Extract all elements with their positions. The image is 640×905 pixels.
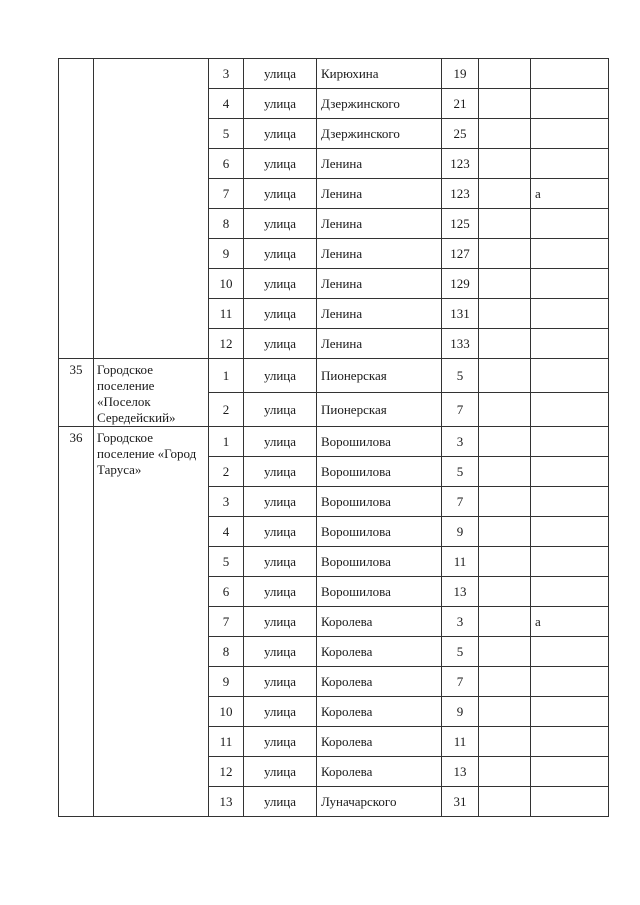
- street-type: улица: [244, 697, 317, 727]
- house-letter: [531, 457, 609, 487]
- house-number: 7: [442, 487, 479, 517]
- house-letter: [531, 119, 609, 149]
- blank-cell: [479, 393, 531, 427]
- street-name: Дзержинского: [317, 89, 442, 119]
- blank-cell: [479, 239, 531, 269]
- street-name: Дзержинского: [317, 119, 442, 149]
- house-letter: [531, 637, 609, 667]
- street-type: улица: [244, 239, 317, 269]
- house-letter: [531, 329, 609, 359]
- house-number: 7: [442, 393, 479, 427]
- address-table-body: [59, 59, 609, 817]
- street-name: Королева: [317, 727, 442, 757]
- house-letter: [531, 487, 609, 517]
- house-number: 3: [442, 427, 479, 457]
- street-name: Ворошилова: [317, 487, 442, 517]
- street-name: Луначарского: [317, 787, 442, 817]
- house-letter: а: [531, 607, 609, 637]
- street-type: улица: [244, 667, 317, 697]
- blank-cell: [479, 667, 531, 697]
- house-letter: [531, 427, 609, 457]
- street-type: улица: [244, 547, 317, 577]
- street-name: Ленина: [317, 179, 442, 209]
- blank-cell: [479, 359, 531, 393]
- street-type: улица: [244, 149, 317, 179]
- street-name: Королева: [317, 637, 442, 667]
- street-type: улица: [244, 209, 317, 239]
- row-number: 11: [209, 299, 244, 329]
- blank-cell: [479, 577, 531, 607]
- house-number: 127: [442, 239, 479, 269]
- house-letter: [531, 239, 609, 269]
- row-number: 7: [209, 607, 244, 637]
- settlement-name: Городское поселение «Город Таруса»: [94, 427, 209, 817]
- street-name: Ворошилова: [317, 577, 442, 607]
- blank-cell: [479, 149, 531, 179]
- street-name: Королева: [317, 607, 442, 637]
- street-type: улица: [244, 757, 317, 787]
- house-number: 5: [442, 637, 479, 667]
- house-number: 5: [442, 359, 479, 393]
- house-number: 5: [442, 457, 479, 487]
- blank-cell: [479, 757, 531, 787]
- house-letter: [531, 269, 609, 299]
- row-number: 2: [209, 457, 244, 487]
- house-letter: [531, 89, 609, 119]
- street-name: Пионерская: [317, 359, 442, 393]
- row-number: 10: [209, 697, 244, 727]
- row-number: 1: [209, 427, 244, 457]
- street-name: Ленина: [317, 209, 442, 239]
- blank-cell: [479, 299, 531, 329]
- house-letter: [531, 517, 609, 547]
- street-type: улица: [244, 119, 317, 149]
- blank-cell: [479, 179, 531, 209]
- row-number: 9: [209, 239, 244, 269]
- row-number: 4: [209, 89, 244, 119]
- row-number: 12: [209, 757, 244, 787]
- street-type: улица: [244, 487, 317, 517]
- house-number: 9: [442, 517, 479, 547]
- house-number: 25: [442, 119, 479, 149]
- table-row: [59, 59, 609, 89]
- street-type: улица: [244, 427, 317, 457]
- street-type: улица: [244, 517, 317, 547]
- street-type: улица: [244, 359, 317, 393]
- section-number: 36: [59, 427, 94, 817]
- blank-cell: [479, 119, 531, 149]
- house-letter: [531, 59, 609, 89]
- blank-cell: [479, 269, 531, 299]
- row-number: 2: [209, 393, 244, 427]
- table-row: [59, 359, 609, 393]
- house-number: 125: [442, 209, 479, 239]
- street-name: Ворошилова: [317, 427, 442, 457]
- house-letter: [531, 667, 609, 697]
- house-number: 11: [442, 547, 479, 577]
- street-name: Ворошилова: [317, 457, 442, 487]
- house-number: 21: [442, 89, 479, 119]
- settlement-name: Городское поселение «Поселок Середейский»: [94, 359, 209, 427]
- house-letter: [531, 577, 609, 607]
- house-letter: [531, 757, 609, 787]
- blank-cell: [479, 607, 531, 637]
- street-name: Ленина: [317, 329, 442, 359]
- house-letter: [531, 299, 609, 329]
- house-number: 131: [442, 299, 479, 329]
- street-type: улица: [244, 179, 317, 209]
- street-type: улица: [244, 299, 317, 329]
- house-number: 9: [442, 697, 479, 727]
- street-name: Ворошилова: [317, 517, 442, 547]
- house-letter: [531, 209, 609, 239]
- street-type: улица: [244, 59, 317, 89]
- street-type: улица: [244, 787, 317, 817]
- row-number: 5: [209, 547, 244, 577]
- street-name: Королева: [317, 667, 442, 697]
- house-letter: [531, 547, 609, 577]
- house-letter: [531, 727, 609, 757]
- blank-cell: [479, 727, 531, 757]
- house-number: 13: [442, 577, 479, 607]
- blank-cell: [479, 787, 531, 817]
- house-number: 123: [442, 149, 479, 179]
- row-number: 10: [209, 269, 244, 299]
- row-number: 6: [209, 577, 244, 607]
- house-number: 123: [442, 179, 479, 209]
- street-name: Пионерская: [317, 393, 442, 427]
- section-number: [59, 59, 94, 359]
- blank-cell: [479, 89, 531, 119]
- blank-cell: [479, 457, 531, 487]
- row-number: 7: [209, 179, 244, 209]
- house-letter: [531, 149, 609, 179]
- street-type: улица: [244, 329, 317, 359]
- street-type: улица: [244, 393, 317, 427]
- row-number: 8: [209, 209, 244, 239]
- street-type: улица: [244, 637, 317, 667]
- street-type: улица: [244, 269, 317, 299]
- house-letter: [531, 697, 609, 727]
- blank-cell: [479, 59, 531, 89]
- settlement-name: [94, 59, 209, 359]
- street-type: улица: [244, 577, 317, 607]
- street-name: Ленина: [317, 299, 442, 329]
- house-letter: а: [531, 179, 609, 209]
- blank-cell: [479, 209, 531, 239]
- address-table: [58, 58, 609, 817]
- street-type: улица: [244, 607, 317, 637]
- blank-cell: [479, 427, 531, 457]
- row-number: 12: [209, 329, 244, 359]
- row-number: 9: [209, 667, 244, 697]
- street-type: улица: [244, 727, 317, 757]
- house-number: 31: [442, 787, 479, 817]
- house-letter: [531, 393, 609, 427]
- house-letter: [531, 787, 609, 817]
- row-number: 6: [209, 149, 244, 179]
- house-number: 11: [442, 727, 479, 757]
- section-number: 35: [59, 359, 94, 427]
- blank-cell: [479, 697, 531, 727]
- street-name: Ленина: [317, 239, 442, 269]
- blank-cell: [479, 637, 531, 667]
- row-number: 11: [209, 727, 244, 757]
- house-number: 129: [442, 269, 479, 299]
- house-number: 7: [442, 667, 479, 697]
- row-number: 8: [209, 637, 244, 667]
- row-number: 3: [209, 487, 244, 517]
- house-number: 133: [442, 329, 479, 359]
- house-number: 3: [442, 607, 479, 637]
- row-number: 13: [209, 787, 244, 817]
- row-number: 5: [209, 119, 244, 149]
- street-type: улица: [244, 89, 317, 119]
- blank-cell: [479, 547, 531, 577]
- blank-cell: [479, 487, 531, 517]
- street-name: Кирюхина: [317, 59, 442, 89]
- blank-cell: [479, 329, 531, 359]
- street-name: Ленина: [317, 149, 442, 179]
- street-type: улица: [244, 457, 317, 487]
- house-number: 19: [442, 59, 479, 89]
- blank-cell: [479, 517, 531, 547]
- street-name: Ленина: [317, 269, 442, 299]
- street-name: Королева: [317, 757, 442, 787]
- row-number: 4: [209, 517, 244, 547]
- street-name: Королева: [317, 697, 442, 727]
- house-letter: [531, 359, 609, 393]
- table-row: [59, 427, 609, 457]
- row-number: 1: [209, 359, 244, 393]
- house-number: 13: [442, 757, 479, 787]
- row-number: 3: [209, 59, 244, 89]
- street-name: Ворошилова: [317, 547, 442, 577]
